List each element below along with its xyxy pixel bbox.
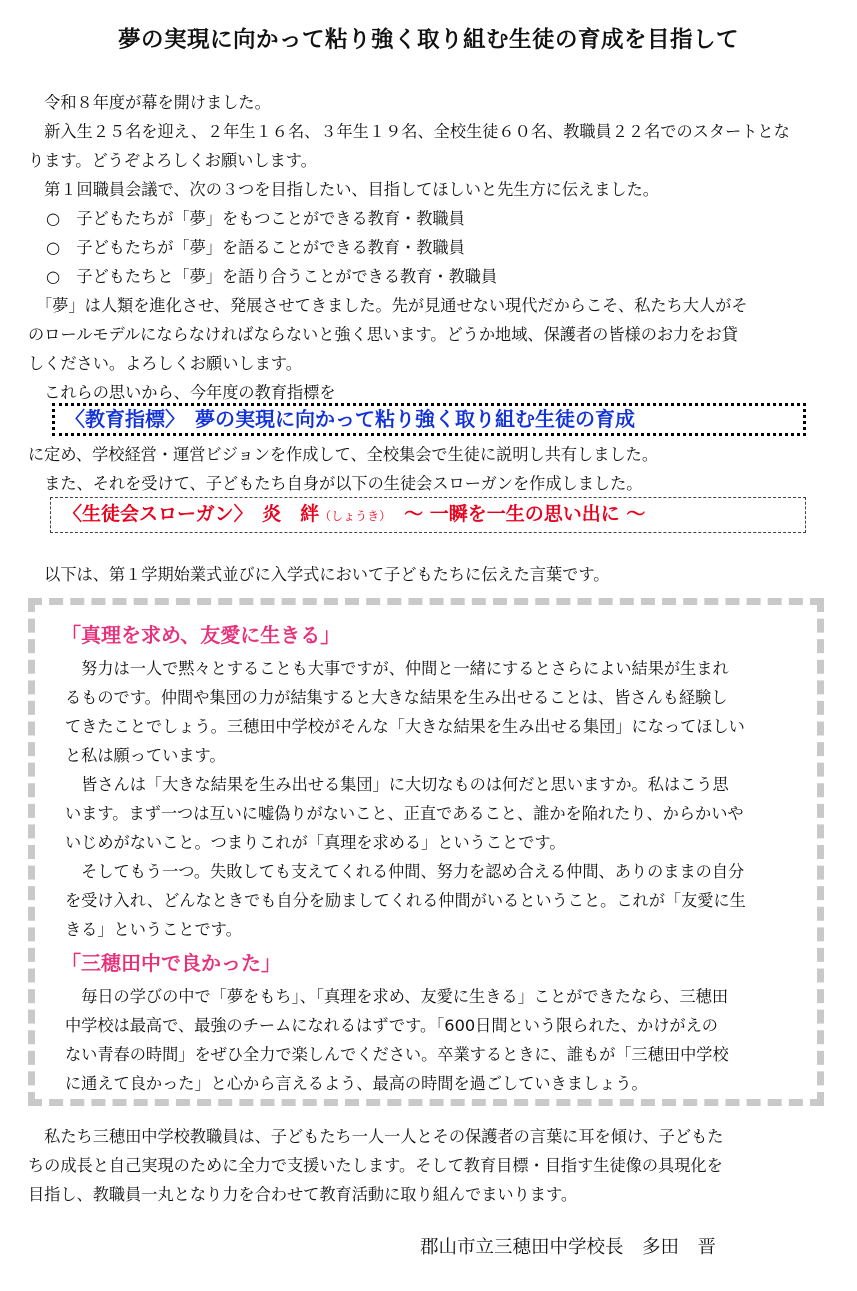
page-title: 夢の実現に向かって粘り強く取り組む生徒の育成を目指して	[117, 27, 739, 53]
speech-line: きる」ということです。	[65, 920, 242, 939]
speech-box	[28, 598, 824, 1106]
speech-line: そしてもう一つ。失敗しても支えてくれる仲間、努力を認め合える仲間、ありのままの自分	[65, 862, 745, 881]
speech-heading: 「真理を求め、友愛に生きる」	[61, 623, 341, 647]
goal-list-item: ○ 子どもたちが「夢」をもつことができる教育・教職員	[46, 209, 465, 228]
intro-line: 第１回職員会議で、次の３つを目指したい、目指してほしいと先生方に伝えました。	[28, 180, 659, 199]
intro-line: これらの思いから、今年度の教育指標を	[28, 383, 336, 402]
goal-list-item: ○ 子どもたちが「夢」を語ることができる教育・教職員	[46, 238, 465, 257]
speech-line: ない青春の時間」をぜひ全力で楽しんでください。卒業するときに、誰もが「三穂田中学校	[65, 1045, 729, 1064]
education-goal-text: 〈教育指標〉 夢の実現に向かって粘り強く取り組む生徒の育成	[65, 407, 635, 431]
speech-line: に通えて良かった」と心から言えるよう、最高の時間を過ごしていきましょう。	[65, 1074, 648, 1093]
speech-line: いじめがないこと。つまりこれが「真理を求める」ということです。	[65, 833, 566, 852]
speech-line: 皆さんは「大きな結果を生み出せる集団」に大切なものは何だと思いますか。私はこう思	[65, 775, 729, 794]
speech-heading: 「三穂田中で良かった」	[61, 951, 281, 975]
closing-line: 目指し、教職員一丸となり力を合わせて教育活動に取り組んでまいります。	[28, 1185, 578, 1204]
intro-line: ります。どうぞよろしくお願いします。	[28, 151, 317, 170]
body-line: また、それを受けて、子どもたち自身が以下の生徒会スローガンを作成しました。	[28, 474, 643, 493]
slogan-label: 〈生徒会スローガン〉 炎 絆	[63, 503, 320, 525]
intro-line: しください。よろしくお願いします。	[28, 354, 302, 373]
slogan-text: 〜 一瞬を一生の思い出に 〜	[404, 503, 646, 525]
intro-line: 令和８年度が幕を開けました。	[28, 93, 271, 112]
speech-intro: 以下は、第１学期始業式並びに入学式において子どもたちに伝えた言葉です。	[28, 565, 610, 584]
speech-line: てきたことでしょう。三穂田中学校がそんな「大きな結果を生み出せる集団」になってほしい	[65, 717, 745, 736]
slogan-box	[50, 497, 806, 533]
speech-line: を受け入れ、どんなときでも自分を励ましてくれる仲間がいるということ。これが「友愛に生	[65, 891, 746, 910]
education-goal-box	[52, 403, 806, 436]
slogan-ruby: （しょうき）	[319, 509, 386, 523]
closing-line: ちの成長と自己実現のために全力で支援いたします。そして教育目標・目指す生徒像の具現化を	[28, 1156, 723, 1175]
goal-list-item: ○ 子どもたちと「夢」を語り合うことができる教育・教職員	[46, 267, 498, 286]
closing-line: 私たち三穂田中学校教職員は、子どもたち一人一人とその保護者の言葉に耳を傾け、子どもた	[28, 1127, 724, 1146]
speech-line: 努力は一人で黙々とすることも大事ですが、仲間と一緒にするとさらによい結果が生まれ	[65, 659, 729, 678]
speech-line: 中学校は最高で、最強のチームになれるはずです。「600日間という限られた、かけがえの	[65, 1016, 718, 1035]
intro-line: 新入生２５名を迎え、２年生１６名、３年生１９名、全校生徒６０名、教職員２２名でのスタートとな	[28, 122, 790, 141]
intro-line: 「夢」は人類を進化させ、発展させてきました。先が見通せない現代だからこそ、私たち大人がそ	[28, 296, 748, 315]
speech-line: います。まず一つは互いに嘘偽りがないこと、正直であること、誰かを陥れたり、からかいや	[65, 804, 744, 823]
speech-line: るものです。仲間や集団の力が結集すると大きな結果を生み出せることは、皆さんも経験し	[65, 688, 728, 707]
intro-line: のロールモデルにならなければならないと強く思います。どうか地域、保護者の皆様のお力をお貸	[28, 325, 738, 344]
body-line: に定め、学校経営・運営ビジョンを作成して、全校集会で生徒に説明し共有しました。	[28, 445, 659, 464]
speech-line: と私は願っています。	[65, 746, 226, 765]
signature: 郡山市立三穂田中学校長 多田 晋	[420, 1237, 717, 1258]
speech-line: 毎日の学びの中で「夢をもち」、「真理を求め、友愛に生きる」ことができたなら、三穂田	[65, 987, 729, 1006]
